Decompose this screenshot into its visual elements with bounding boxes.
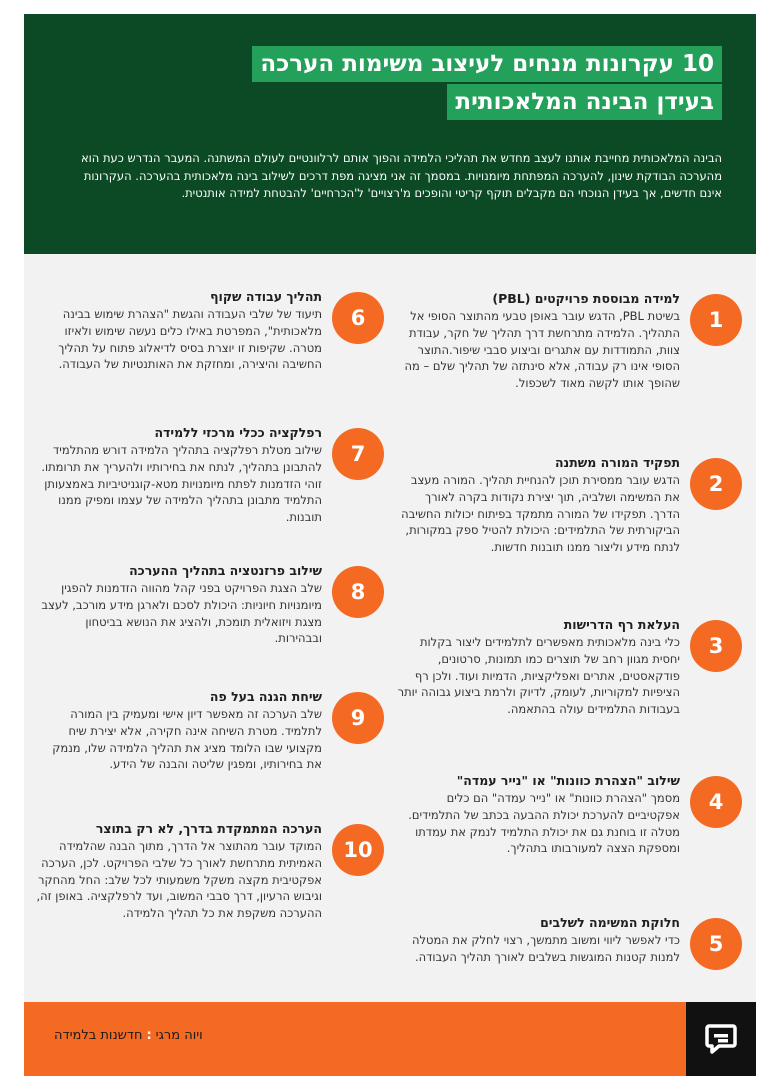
principle-item-1 [392,290,742,410]
principle-title: שילוב פרזנטציה בתהליך ההערכה [129,563,322,578]
author-name: ויוה מרגי [155,1028,203,1043]
principle-body: שילוב מטלת רפלקציה בתהליך הלמידה דורש מהתלמיד להתבונן בתהליך, לנתח את בחירותיו ולהעריך את תרומתו. זוהי הזדמנות לפתח מיומנויות מטא-קוגניטיביות באמצעותן התלמיד מתבונן בתהליך הלמידה של עצמו ומפיק ממנו תובנות. [41,443,322,525]
number-badge: 5 [690,918,742,970]
number-badge: 7 [332,428,384,480]
header-banner [24,14,756,254]
principle-item-9 [34,688,384,808]
footer-separator: : [146,1028,152,1043]
principle-body: כלי בינה מלאכותית מאפשרים לתלמידים ליצור בקלות יחסית מגוון רחב של תוצרים כמו תמונות, סרטונים, פודקאסטים, אתרים ואפליקציות, הדמיות ועוד. ולכן רף הציפיות למקוריות, לעומק, לדיוק ולרמת ביצוע גבוהה יותר בעבודות התלמידים עולה בהתאמה. [397,635,680,717]
brand-logo [686,1002,756,1076]
principle-item-10 [34,820,384,940]
principle-item-3 [392,616,742,736]
chat-bubble-icon [703,1022,739,1056]
principle-title: למידה מבוססת פרויקטים (PBL) [492,291,680,306]
number-badge: 1 [690,294,742,346]
page-title [262,46,722,122]
number-badge: 10 [332,824,384,876]
footer-tagline: חדשנות בלמידה [54,1028,143,1043]
number-badge: 6 [332,292,384,344]
principle-title: שיחת הגנה בעל פה [209,689,322,704]
principle-title: חלוקת המשימה לשלבים [540,915,680,930]
principle-item-2 [392,454,742,574]
principle-item-4 [392,772,742,892]
principle-body: כדי לאפשר ליווי ומשוב מתמשך, רצוי לחלק את המטלה למנות קטנות המוגשות בשלבים לאורך תהליך העבודה. [411,933,680,964]
principle-title: רפלקציה ככלי מרכזי ללמידה [154,425,322,440]
principle-title: תהליך עבודה שקוף [210,289,322,304]
principle-title: העלאת רף הדרישות [563,617,680,632]
principle-body: בשיטת PBL, הדגש עובר באופן טבעי מהתוצר הסופי אל התהליך. הלמידה מתרחשת דרך תהליך של חקר, עבודת צוות, התמודדות עם אתגרים וביצוע סבבי שיפור.התוצר הסופי אינו רק עבודה, אלא סינתזה של תהליך שלם – מה שהופך אותו לקשה מאוד לשכפול. [404,309,680,391]
principle-body: שלב הצגת הפרויקט בפני קהל מהווה הזדמנות להפגין מיומנויות חיוניות: היכולת לסכם ולארגן מידע מורכב, לעצב מצגת ויזואלית תומכת, ולהציג את הנושא בביטחון ובבהירות. [41,581,322,646]
number-badge: 2 [690,458,742,510]
infographic-page [24,14,756,1076]
footer-bar [24,1002,756,1076]
number-badge: 3 [690,620,742,672]
principle-item-7 [34,424,384,544]
number-badge: 4 [690,776,742,828]
principle-body: מסמך "הצהרת כוונות" או "נייר עמדה" הם כלים אפקטיביים להערכת יכולת ההבעה בכתב של התלמידים. מטלה זו בוחנת גם את יכולת התלמיד לנמק את עמדתו ומספקת הצצה למעורבותו בתהליך. [408,791,680,856]
principle-title: הערכה המתמקדת בדרך, לא רק בתוצר [95,821,322,836]
page-title-line-1: 10 עקרונות מנחים לעיצוב משימות הערכה [252,46,722,82]
number-badge: 9 [332,692,384,744]
page-title-line-2: בעידן הבינה המלאכותית [447,84,722,120]
principle-title: שילוב "הצהרת כוונות" או "נייר עמדה" [456,773,680,788]
principle-body: שלב הערכה זה מאפשר דיון אישי ומעמיק בין המורה לתלמיד. מטרת השיחה אינה חקירה, אלא יצירת שיח מקצועי שבו הלומד מציג את תהליך הלמידה שלו, מנמק את בחירותיו, ומפגין שליטה והבנה של הידע. [52,707,322,772]
principle-item-8 [34,562,384,682]
footer-credit [54,1028,203,1043]
intro-paragraph: הבינה המלאכותית מחייבת אותנו לעצב מחדש את תהליכי הלמידה והפוך אותם לרלוונטיים לעולם המשתנה. המעבר הנדרש כעת הוא מהערכה הבודקת שינון, להערכה המפתחת מיומנויות. במסמך זה אני מציגה מפת דרכים לשילוב בינה מלאכותית בהערכה. העקרונות אינם חדשים, אך בעידן הנוכחי הם מקבלים תוקף קריטי והופכים מ'רצויים' ל'הכרחיים' להבטחת למידה אותנטית. [80,151,722,200]
principle-body: תיעוד של שלבי העבודה והגשת "הצהרת שימוש בבינה מלאכותית", המפרטת באילו כלים נעשה שימוש ולאיזו מטרה. שקיפות זו יוצרת בסיס לדיאלוג פתוח על תהליך החשיבה והיצירה, ומחזקת את האותנטיות של העבודה. [58,307,322,372]
principle-title: תפקיד המורה משתנה [554,455,680,470]
principle-body: המוקד עובר מהתוצר אל הדרך, מתוך הבנה שהלמידה האמיתית מתרחשת לאורך כל שלבי הפרויקט. לכן, הערכה אפקטיבית מקצה משקל משמעותי לכל שלב: החל מהחקר וגיבוש הרעיון, דרך סבבי המשוב, ועד לרפלקציה. באופן זה, ההערכה משקפת את כל תהליך הלמידה. [36,839,322,921]
principle-item-6 [34,288,384,408]
principle-body: הדגש עובר ממסירת תוכן להנחיית תהליך. המורה מעצב את המשימה ושלביה, תוך יצירת נקודות בקרה לאורך הדרך. תפקידו של המורה מתמקד בפיתוח יכולות החשיבה הביקורתית של התלמידים: היכולת להטיל ספק במקורות, לנתח מידע וליצור ממנו תובנות חדשות. [401,473,680,555]
number-badge: 8 [332,566,384,618]
